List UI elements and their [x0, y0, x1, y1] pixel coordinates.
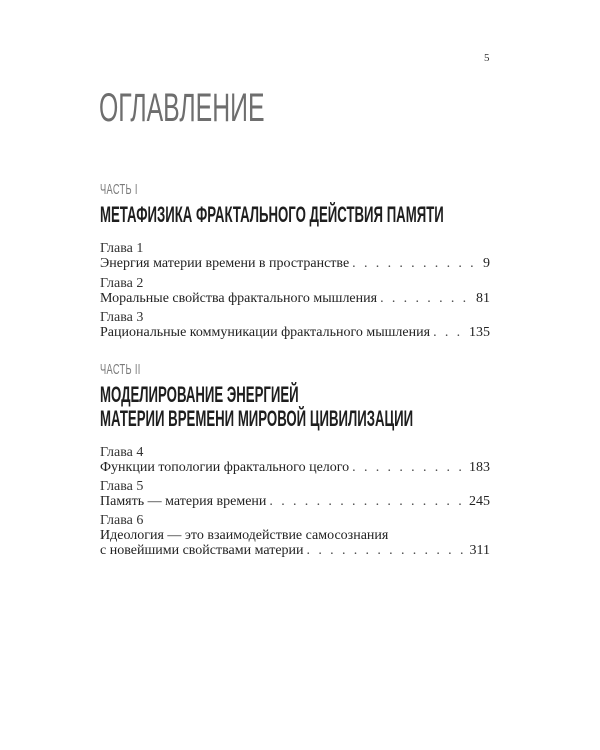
chapter-page: 9 [483, 256, 490, 271]
chapter-number: Глава 5 [100, 479, 144, 494]
chapter-page: 311 [469, 543, 490, 558]
page-title: ОГЛАВЛЕНИЕ [99, 86, 265, 130]
dot-leader [380, 291, 473, 306]
part-1-label: ЧАСТЬ I [100, 181, 138, 198]
chapter-title: Энергия материи времени в пространстве [100, 256, 350, 271]
toc-entry-chapter-4[interactable] [100, 445, 490, 475]
dot-leader [352, 460, 466, 475]
dot-leader [307, 543, 467, 558]
chapter-page: 81 [476, 291, 490, 306]
toc-entry-chapter-5[interactable] [100, 479, 490, 509]
chapter-number: Глава 3 [100, 310, 144, 325]
chapter-number: Глава 1 [100, 241, 144, 256]
chapter-page: 135 [469, 325, 490, 340]
chapter-number: Глава 2 [100, 276, 144, 291]
part-2-heading-line-1: МОДЕЛИРОВАНИЕ ЭНЕРГИЕЙ [100, 382, 299, 407]
toc-entry-chapter-6[interactable] [100, 513, 490, 558]
page-number: 5 [484, 52, 490, 64]
dot-leader [433, 325, 466, 340]
toc-entry-chapter-3[interactable] [100, 310, 490, 340]
chapter-page: 245 [469, 494, 490, 509]
toc-entry-chapter-2[interactable] [100, 276, 490, 306]
dot-leader [269, 494, 466, 509]
chapter-title: с новейшими свойствами материи [100, 543, 304, 558]
dot-leader [352, 256, 480, 271]
part-2-heading-line-2: МАТЕРИИ ВРЕМЕНИ МИРОВОЙ ЦИВИЛИЗАЦИИ [100, 406, 414, 431]
chapter-number: Глава 4 [100, 445, 144, 460]
chapter-title: Память — материя времени [100, 494, 267, 509]
part-2-label: ЧАСТЬ II [100, 361, 141, 378]
chapter-number: Глава 6 [100, 513, 144, 528]
part-1-heading: МЕТАФИЗИКА ФРАКТАЛЬНОГО ДЕЙСТВИЯ ПАМЯТИ [100, 202, 444, 227]
chapter-title: Функции топологии фрактального целого [100, 460, 350, 475]
chapter-page: 183 [469, 460, 490, 475]
chapter-title: Рациональные коммуникации фрактального мышления [100, 325, 431, 340]
toc-entry-chapter-1[interactable] [100, 241, 490, 271]
chapter-title: Моральные свойства фрактального мышления [100, 291, 378, 306]
chapter-title-line-1: Идеология — это взаимодействие самосознания [100, 528, 389, 543]
